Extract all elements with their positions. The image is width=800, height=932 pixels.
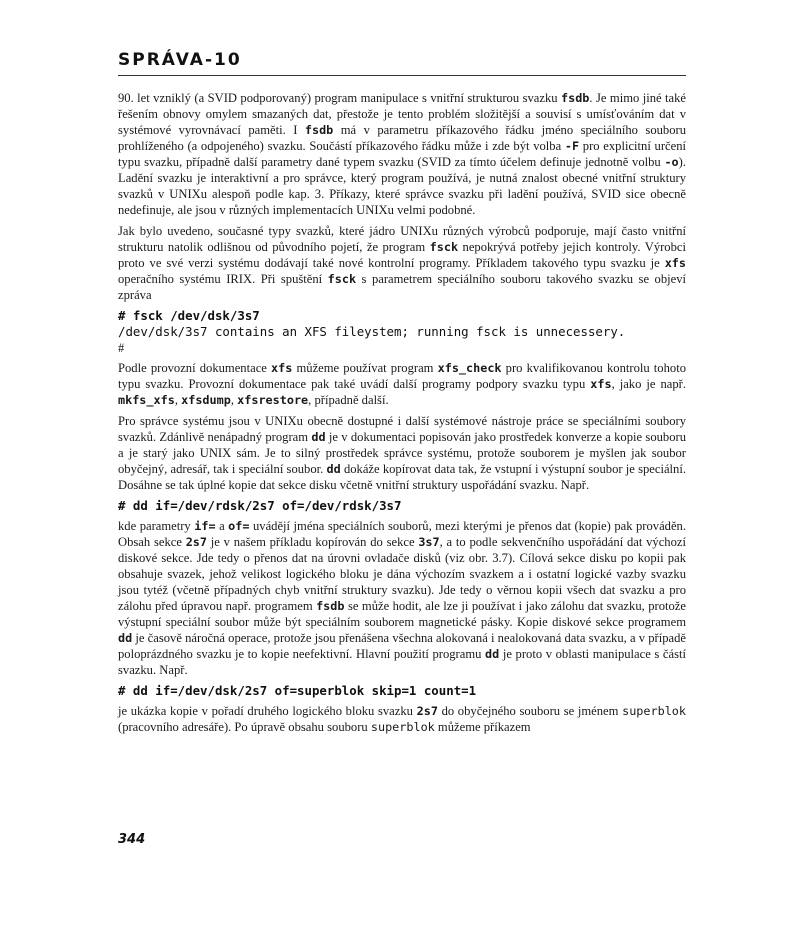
inline-code: 3s7 xyxy=(418,535,440,549)
inline-code: fsck xyxy=(327,272,357,286)
page-number: 344 xyxy=(118,832,146,847)
code-block-1 xyxy=(118,308,686,356)
paragraph-3: Podle provozní dokumentace xfs můžeme používat program xfs_check pro kvalifikovanou kontrolu tohoto typu svazku. Provozní dokumentace pak také uvádí další programy podpory svazku typu xfs, jako je např. mkfs_xfs, xfsdump, xfsrestore, případně další. xyxy=(118,361,687,407)
inline-code: mkfs_xfs xyxy=(118,393,175,407)
paragraph-6: je ukázka kopie v pořadí druhého logického bloku svazku 2s7 do obyčejného souboru se jménem superblok (pracovního adresáře). Po úpravě obsahu souboru superblok můžeme příkazem xyxy=(118,704,687,734)
inline-code: xfs xyxy=(664,256,686,270)
inline-code: xfs_check xyxy=(437,361,502,375)
code-line: # xyxy=(118,341,125,355)
inline-code: xfsdump xyxy=(181,393,231,407)
header-rule xyxy=(118,75,686,76)
inline-code: -F xyxy=(564,139,580,153)
inline-code: xfs xyxy=(271,361,293,375)
inline-code: if= xyxy=(194,519,216,533)
inline-code: superblok xyxy=(370,720,435,734)
paragraph-2: Jak bylo uvedeno, současné typy svazků, které jádro UNIXu různých výrobců podporuje, mají často vnitřní strukturu natolik odlišnou od původního pojetí, že program fsck nepokrývá potřeby jejich kontroly. Výrobci proto ve své verzi systému dodávají také nové kontrolní programy. Příkladem takového typu svazku je xfs operačního systému IRIX. Při spuštění fsck s parametrem speciálního souboru takového svazku se objeví zpráva xyxy=(118,224,687,302)
inline-code: fsdb xyxy=(560,91,590,105)
inline-code: fsdb xyxy=(316,599,345,613)
code-block-2 xyxy=(118,498,686,514)
code-line: # fsck /dev/dsk/3s7 xyxy=(118,308,260,323)
code-line: /dev/dsk/3s7 contains an XFS fileystem; running fsck is unnecessery. xyxy=(118,324,626,339)
running-header xyxy=(118,50,686,70)
inline-code: xfs xyxy=(590,377,612,391)
paragraph-4: Pro správce systému jsou v UNIXu obecně dostupné i další systémové nástroje práce se speciálními soubory svazků. Zdánlivě nenápadný program dd je v dokumentaci popisován jako prostředek konverze a kopie souboru a je starý jako UNIX sám. Je to silný prostředek správce systému, protože souborem je myšlen jak soubor obyčejný, adresář, tak i speciální soubor. dd dokáže kopírovat data tak, že vstupní i výstupní soubor je speciální. Dosáhne se tak úplné kopie dat sekce disku včetně vnitřní struktury uspořádání svazku. Např. xyxy=(118,414,686,492)
code-line: # dd if=/dev/dsk/2s7 of=superblok skip=1 count=1 xyxy=(118,683,477,698)
inline-code: -o xyxy=(664,155,679,169)
inline-code: 2s7 xyxy=(416,704,438,718)
inline-code: dd xyxy=(326,462,341,476)
inline-code: dd xyxy=(311,430,326,444)
inline-code: 2s7 xyxy=(185,535,207,549)
paragraph-5: kde parametry if= a of= uvádějí jména speciálních souborů, mezi kterými je přenos dat (kopie) pak prováděn. Obsah sekce 2s7 je v našem příkladu kopírován do sekce 3s7, a to podle sekvenčního uspořádání dat výchozí diskové sekce. Jde tedy o přenos dat na úrovni ovladače disků (viz obr. 3.7). Cílová sekce disku po kopii pak obsahuje svazek, jehož velikost logického bloku je dána výchozím svazkem a i ostatní logické vazby svazku jsou tytéž (včetně případných chyb vnitřní struktury svazku). Jde tedy o věrnou kopii všech dat svazku a pro zálohu před úpravou např. programem fsdb se může hodit, ale lze ji používat i jako zálohu dat svazku, protože výstupní speciální soubor může být speciálním souborem magnetické pásky. Kopie diskové sekce programem dd je časově náročná operace, protože jsou přenášena všechna alokovaná i nealokovaná data svazku, a v případě poloprázdného svazku je to kopie neefektivní. Hlavní použití programu dd je proto v oblasti manipulace s částí svazku. Např. xyxy=(118,519,687,677)
inline-code: of= xyxy=(228,519,250,533)
inline-code: fsdb xyxy=(304,123,334,137)
code-line: # dd if=/dev/rdsk/2s7 of=/dev/rdsk/3s7 xyxy=(118,498,402,513)
paragraph-1: 90. let vzniklý (a SVID podporovaný) program manipulace s vnitřní strukturou svazku fsdb. Je mimo jiné také řešením obnovy omylem smazaných dat, přestože je tento problém složitější a souvisí s umísťováním dat v systémové vyrovnávací paměti. I fsdb má v parametru příkazového řádku jméno speciálního souboru prohlíženého (a odpojeného) svazku. Součástí příkazového řádku může i zde být volba -F pro explicitní určení typu svazku, případně další parametry dané typem svazku (SVID za tímto účelem definuje jednotně volbu -o). Ladění svazku je interaktivní a pro správce, který program používá, je nutná znalost obecné vnitřní struktury svazků v UNIXu alespoň podle kap. 3. Příkazy, které správce svazku při ladění používá, SVID sice obecně nedefinuje, ale jsou v různých implementacích UNIXu velmi podobné. xyxy=(118,91,687,217)
inline-code: fsck xyxy=(429,240,459,254)
inline-code: dd xyxy=(118,631,133,645)
body-text xyxy=(118,90,686,740)
inline-code: superblok xyxy=(622,704,687,718)
inline-code: dd xyxy=(485,647,500,661)
code-block-3 xyxy=(118,683,686,699)
chapter-title: SPRÁVA-10 xyxy=(118,50,242,70)
inline-code: xfsrestore xyxy=(237,393,309,407)
